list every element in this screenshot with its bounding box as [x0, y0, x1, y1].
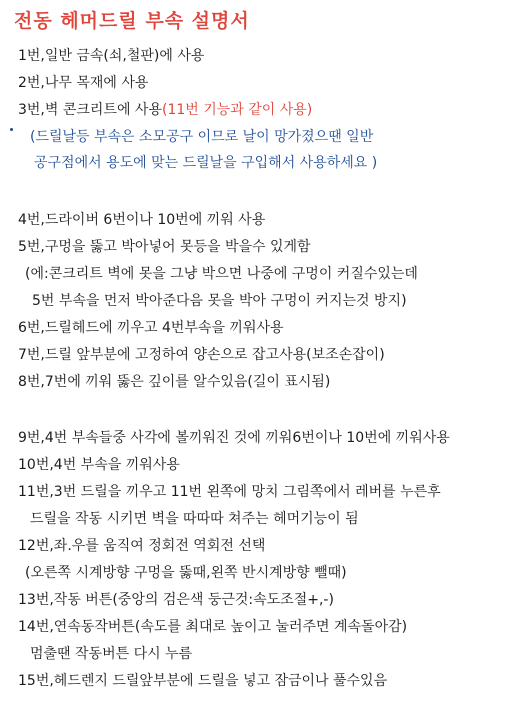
item-11-detail: 드릴을 작동 시키면 벽을 따따따 쳐주는 헤머기능이 됨: [30, 511, 359, 527]
item-12: 12번,좌.우를 움직여 정회전 역회전 선택: [18, 538, 266, 554]
item-3-text: 3번,벽 콘크리트에 사용: [18, 102, 162, 118]
item-14: 14번,연속동작버튼(속도를 최대로 높이고 눌러주면 계속돌아감): [18, 619, 408, 635]
note-line-1: (드릴날등 부속은 소모공구 이므로 날이 망가졌으땐 일반: [30, 129, 374, 145]
item-4: 4번,드라이버 6번이나 10번에 끼워 사용: [18, 212, 266, 228]
item-8: 8번,7번에 끼워 뚫은 깊이를 알수있음(길이 표시됨): [18, 374, 331, 390]
item-11: 11번,3번 드릴을 끼우고 11번 왼쪽에 망치 그림쪽에서 레버를 누른후: [18, 484, 441, 500]
item-13: 13번,작동 버튼(중앙의 검은색 둥근것:속도조절+,-): [18, 592, 334, 608]
item-5-example-1: (에:콘크리트 벽에 못을 그냥 박으면 나중에 구멍이 커질수있는데: [25, 266, 418, 282]
item-14-detail: 멈출땐 작동버튼 다시 누름: [30, 646, 193, 662]
note-line-2: 공구점에서 용도에 맞는 드릴날을 구입해서 사용하세요 ): [34, 155, 378, 171]
item-1: 1번,일반 금속(쇠,철판)에 사용: [18, 48, 205, 64]
item-5: 5번,구멍을 뚫고 박아넣어 못등을 박을수 있게함: [18, 239, 311, 255]
item-12-detail: (오른쪽 시계방향 구멍을 뚫때,왼쪽 반시계방향 뺄때): [25, 565, 347, 581]
item-3: [18, 101, 312, 119]
item-9: 9번,4번 부속들중 사각에 볼끼워진 것에 끼워6번이나 10번에 끼워사용: [18, 430, 450, 446]
document-title: 전동 헤머드릴 부속 설명서: [14, 10, 250, 32]
item-10: 10번,4번 부속을 끼워사용: [18, 457, 180, 473]
note-bullet-icon: [10, 128, 13, 131]
item-2: 2번,나무 목재에 사용: [18, 75, 149, 91]
item-5-example-2: 5번 부속을 먼저 박아준다음 못을 박아 구멍이 커지는것 방지): [32, 293, 407, 309]
item-3-note: (11번 기능과 같이 사용): [161, 102, 313, 118]
item-6: 6번,드릴헤드에 끼우고 4번부속을 끼워사용: [18, 320, 284, 336]
item-7: 7번,드릴 앞부분에 고정하여 양손으로 잡고사용(보조손잡이): [18, 347, 385, 363]
item-15: 15번,헤드렌지 드릴앞부분에 드릴을 넣고 잠금이나 풀수있음: [18, 673, 388, 689]
